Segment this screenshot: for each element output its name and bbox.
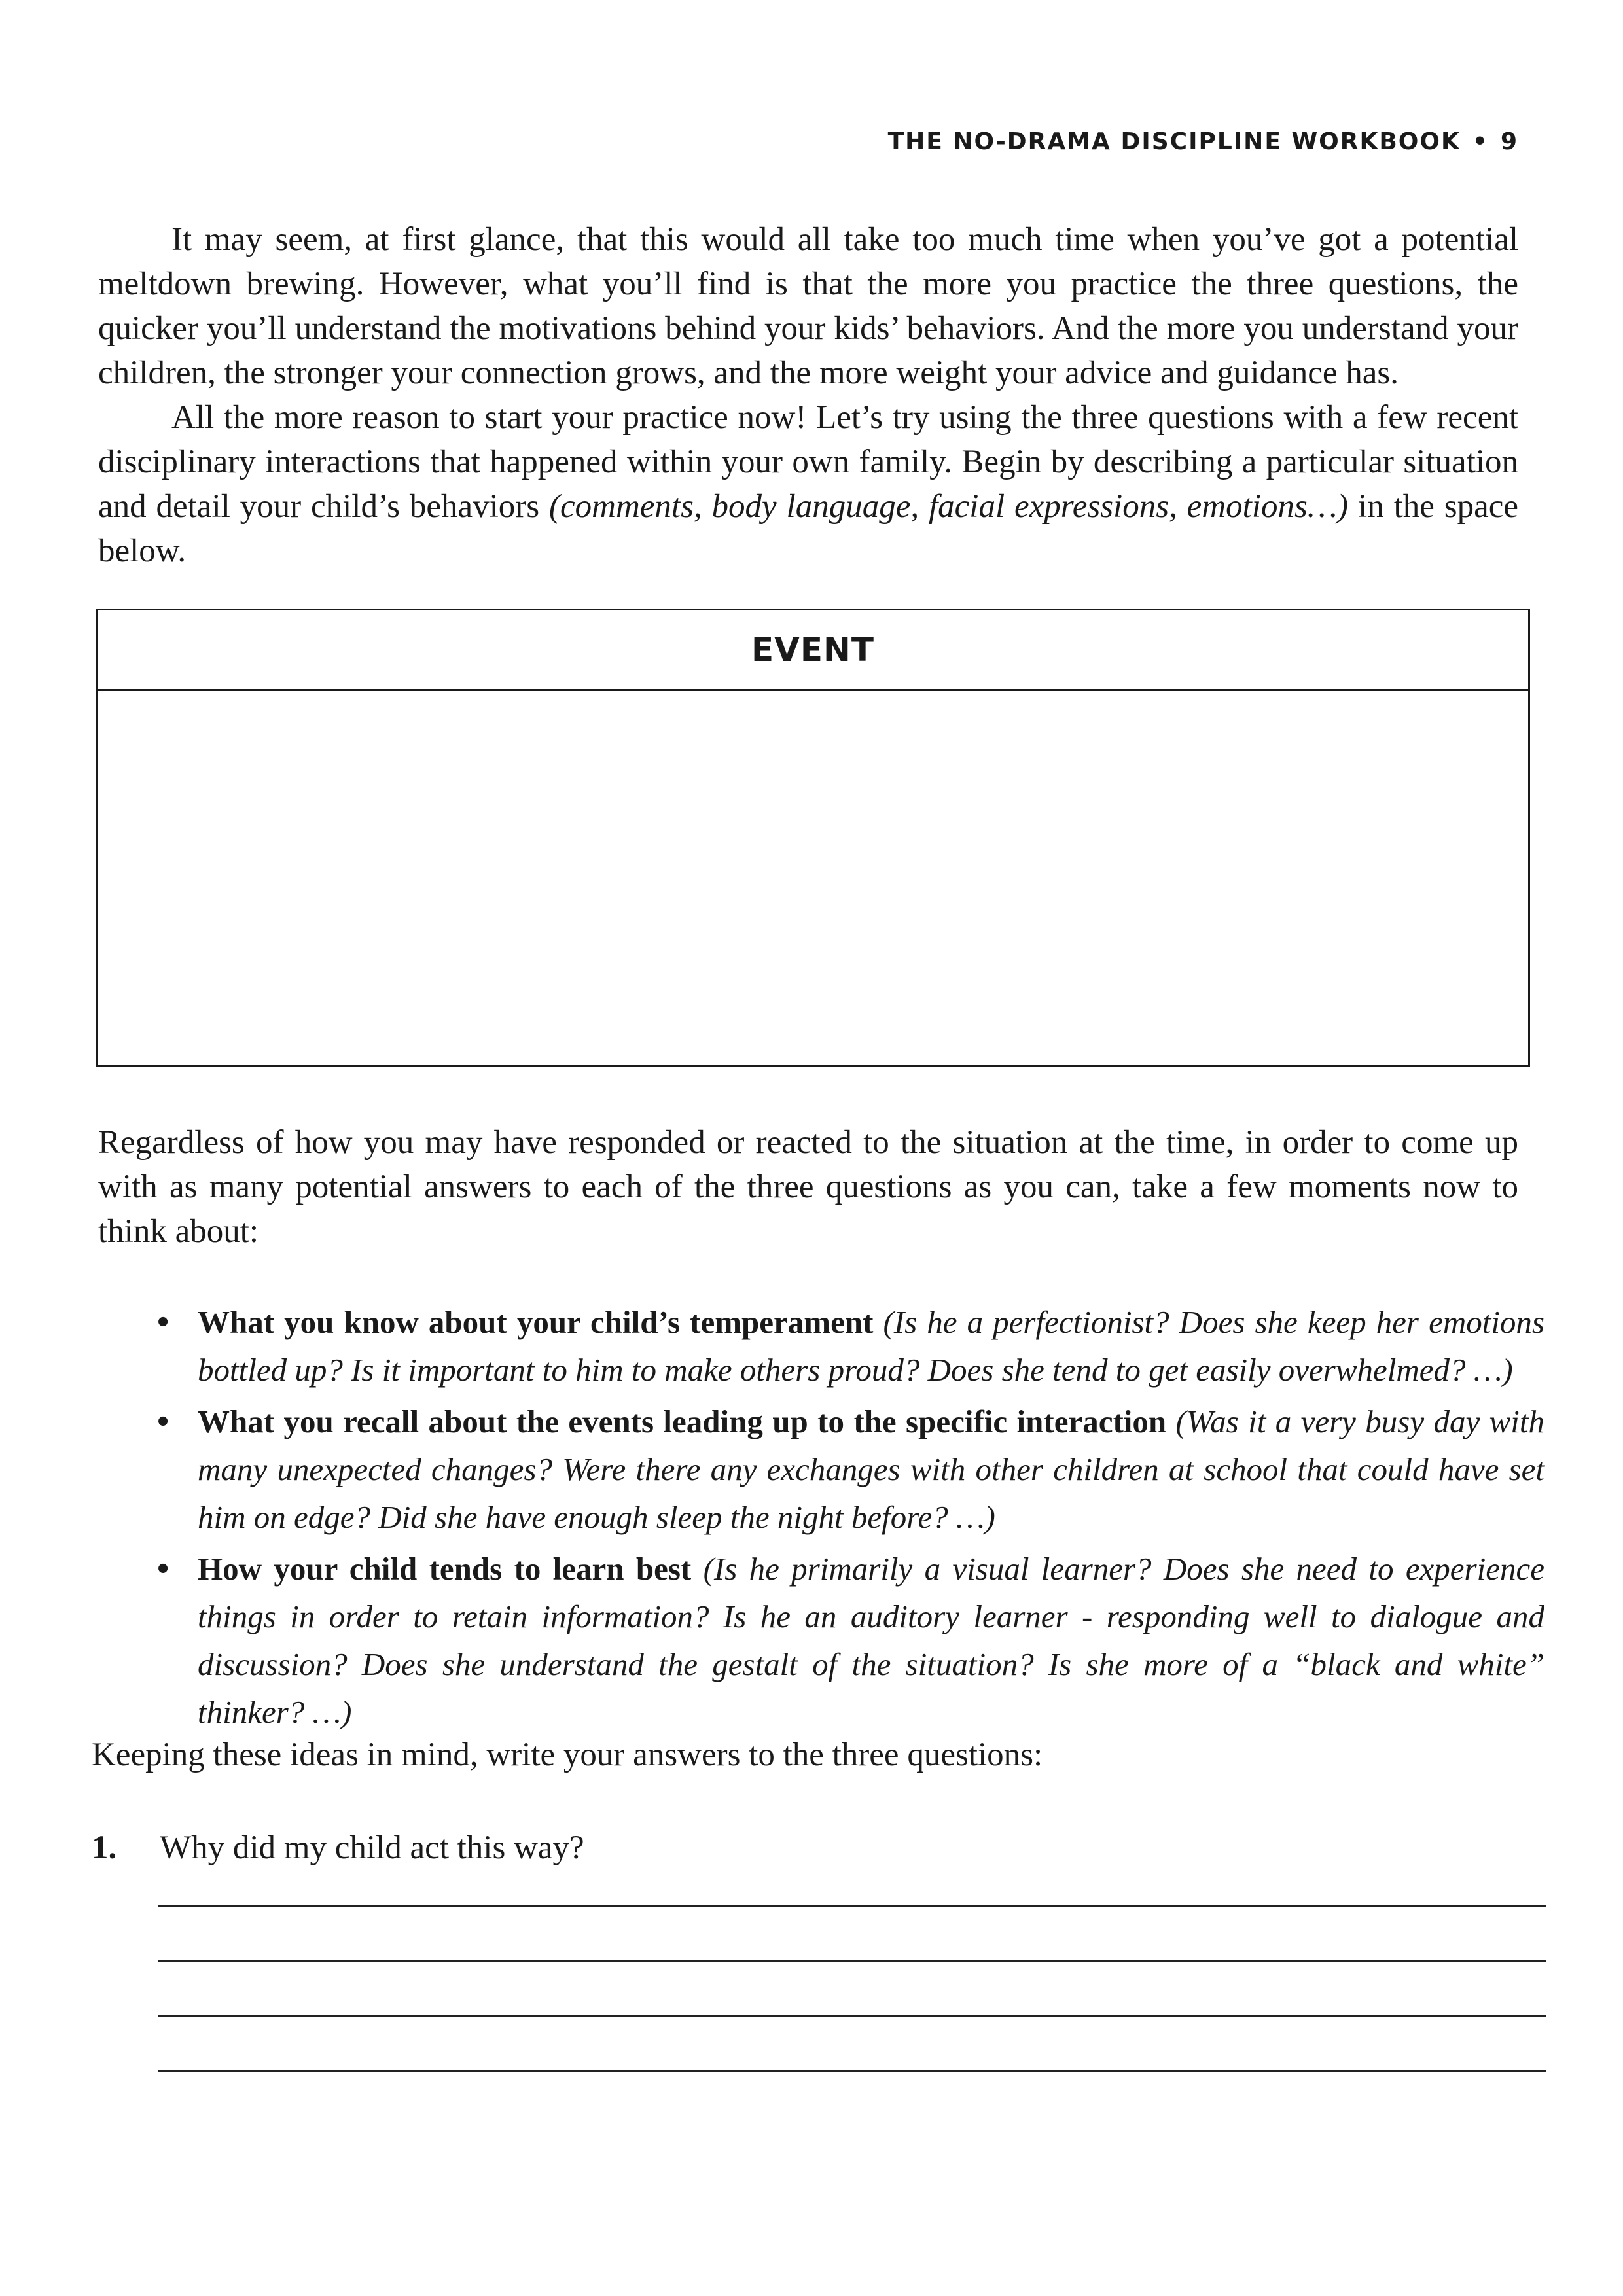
intro-section [98, 217, 1518, 573]
answer-line[interactable] [158, 1960, 1546, 1962]
page-number: 9 [1500, 128, 1518, 155]
answer-line[interactable] [158, 2015, 1546, 2017]
question-1 [92, 1826, 584, 1870]
bullet-icon: • [157, 1303, 169, 1341]
question-number: 1. [92, 1829, 117, 1866]
list-item [157, 1298, 1544, 1394]
instructions-paragraph: Regardless of how you may have responded or reacted to the situation at the time, in order to come up with as many potential answers to each of the three questions as you can, take a few moments now to think about: [98, 1124, 1518, 1250]
instructions-section [98, 1120, 1518, 1254]
question-text: Why did my child act this way? [160, 1829, 584, 1866]
intro-paragraph-2-italic: (comments, body language, facial expressions, emotions…) [549, 488, 1349, 525]
intro-paragraph-2 [98, 395, 1518, 573]
list-item [157, 1398, 1544, 1541]
intro-paragraph-2-text: All the more reason to start your practice now! Let’s try using the three questions with a few recent disciplinary interactions that happened within your own family. Begin by describing a particular situation and detail your child’s behaviors [98, 399, 1518, 525]
list-item-detail: (Was it a very busy day with many unexpected changes? Were there any exchanges with other children at school that could have set him on edge? Did she have enough sleep the night before? …) [198, 1404, 1544, 1535]
header-title: THE NO-DRAMA DISCIPLINE WORKBOOK [887, 128, 1461, 155]
list-item-heading: What you know about your child’s temperament [198, 1304, 874, 1340]
event-writing-area[interactable] [98, 691, 1528, 1064]
header-separator: • [1472, 128, 1489, 155]
list-item [157, 1545, 1544, 1736]
consideration-list [157, 1298, 1544, 1740]
list-item-detail: (Is he primarily a visual learner? Does she need to experience things in order to retain information? Is he an auditory learner - responding well to dialogue and discussion? Does she understand the gestalt of the situation? Is she more of a “black and white” thinker? …) [198, 1551, 1544, 1730]
answer-line[interactable] [158, 2070, 1546, 2072]
list-item-heading: What you recall about the events leading up to the specific interaction [198, 1404, 1167, 1439]
running-header [888, 128, 1518, 155]
answers-prompt: Keeping these ideas in mind, write your answers to the three questions: [92, 1737, 1043, 1773]
event-box-title: EVENT [98, 610, 1528, 691]
intro-paragraph-2-end: in the space below. [98, 488, 1519, 569]
bullet-icon: • [157, 1403, 169, 1440]
list-item-heading: How your child tends to learn best [198, 1551, 692, 1587]
intro-paragraph-1: It may seem, at first glance, that this would all take too much time when you’ve got a potential meltdown brewing. However, what you’ll find is that the more you practice the three questions, the quicker you’ll understand the motivations behind your kids’ behaviors. And the more you understand your children, the stronger your connection grows, and the more weight your advice and guidance has. [98, 221, 1518, 391]
list-item-detail: (Is he a perfectionist? Does she keep her emotions bottled up? Is it important to him to make others proud? Does she tend to get easily overwhelmed? …) [198, 1304, 1544, 1388]
bullet-icon: • [157, 1550, 169, 1587]
answer-line[interactable] [158, 1905, 1546, 1907]
event-box [96, 609, 1530, 1067]
